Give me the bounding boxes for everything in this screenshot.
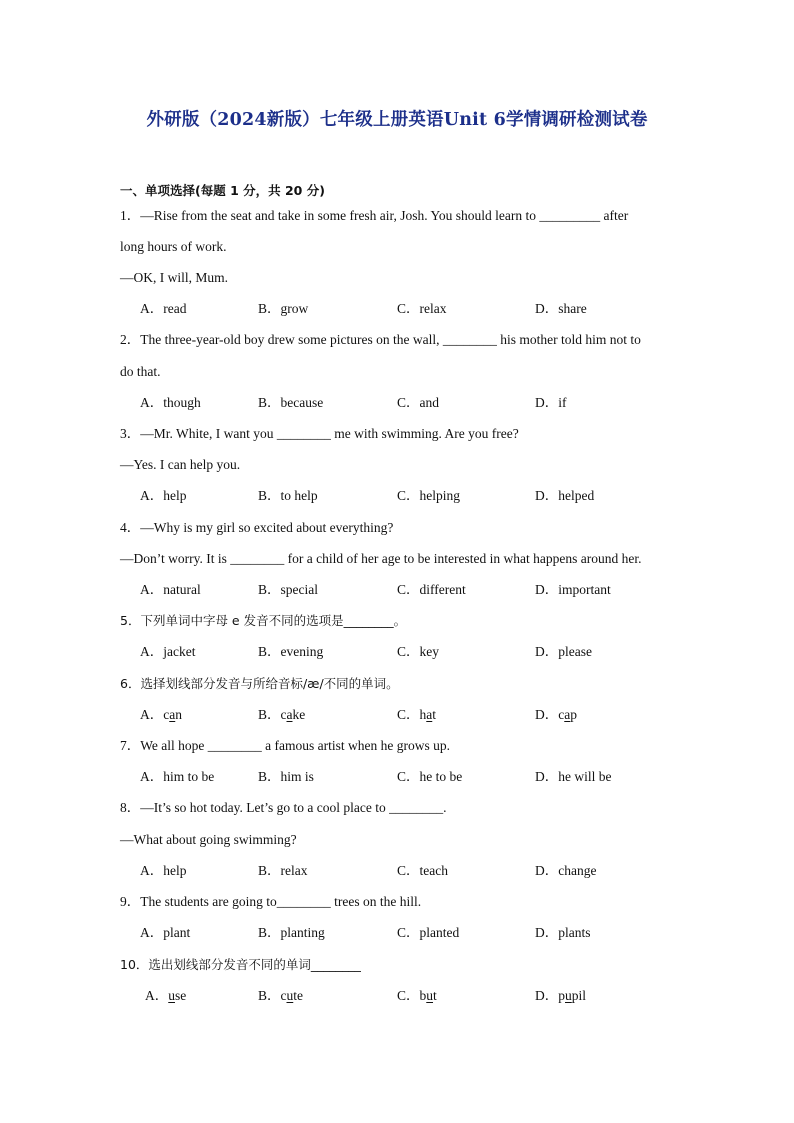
question-5-line-1: 5．下列单词中字母 e 发音不同的选项是________。 <box>120 613 407 628</box>
question-1-options <box>140 300 700 318</box>
question-6-option-c[interactable] <box>397 706 436 724</box>
underlined-letter: a <box>169 707 176 722</box>
option-suffix: n <box>175 707 182 722</box>
option-prefix: D．c <box>535 707 565 722</box>
question-2-option-c[interactable]: C．and <box>397 395 439 410</box>
underlined-letter: a <box>286 707 293 722</box>
question-5-option-c[interactable]: C．key <box>397 644 439 659</box>
underlined-letter: u <box>565 988 572 1003</box>
section-heading: 一、单项选择(每题 1 分，共 20 分) <box>120 183 325 198</box>
question-8-option-c[interactable]: C．teach <box>397 863 448 878</box>
question-6-options <box>140 706 700 724</box>
option-prefix: B．c <box>258 988 287 1003</box>
question-5-option-b[interactable]: B．evening <box>258 644 324 659</box>
question-1-option-d[interactable]: D．share <box>535 301 587 316</box>
question-1-line-1: 1．—Rise from the seat and take in some fresh air, Josh. You should learn to _________ after <box>120 208 629 223</box>
question-8-options <box>140 862 700 880</box>
question-1-option-b[interactable]: B．grow <box>258 301 309 316</box>
question-4-line-1: 4．—Why is my girl so excited about everything? <box>120 520 394 535</box>
question-9-options <box>140 924 700 942</box>
option-suffix: p <box>570 707 577 722</box>
question-10-option-b[interactable] <box>258 987 303 1005</box>
question-7-options <box>140 768 700 786</box>
question-6-option-d[interactable] <box>535 706 577 724</box>
question-1-line-3: —OK, I will, Mum. <box>120 270 228 285</box>
question-4-options <box>140 581 700 599</box>
question-2-line-2: do that. <box>120 364 161 379</box>
question-3-options <box>140 487 700 505</box>
question-8-option-b[interactable]: B．relax <box>258 863 308 878</box>
question-4-option-a[interactable]: A．natural <box>140 582 201 597</box>
question-9-option-c[interactable]: C．planted <box>397 925 460 940</box>
question-3-option-a[interactable]: A．help <box>140 488 187 503</box>
question-3-option-b[interactable]: B．to help <box>258 488 318 503</box>
question-2-option-b[interactable]: B．because <box>258 395 324 410</box>
question-2-option-a[interactable]: A．though <box>140 395 201 410</box>
question-6-option-b[interactable] <box>258 706 305 724</box>
option-prefix: C．b <box>397 988 427 1003</box>
question-1-option-a[interactable]: A．read <box>140 301 187 316</box>
page-title: 外研版（2024新版）七年级上册英语Unit 6学情调研检测试卷 <box>146 110 648 130</box>
question-4-option-c[interactable]: C．different <box>397 582 466 597</box>
question-2-line-1: 2．The three-year-old boy drew some pictures on the wall, ________ his mother told him not to <box>120 332 641 347</box>
question-10-option-a[interactable] <box>145 987 186 1005</box>
option-suffix: te <box>293 988 303 1003</box>
question-5-options <box>140 643 700 661</box>
question-5-option-d[interactable]: D．please <box>535 644 592 659</box>
question-5-option-a[interactable]: A．jacket <box>140 644 196 659</box>
question-6-option-a[interactable] <box>140 706 182 724</box>
question-10-line-1: 10．选出划线部分发音不同的单词________ <box>120 957 361 972</box>
question-1-option-c[interactable]: C．relax <box>397 301 447 316</box>
option-suffix: se <box>175 988 187 1003</box>
question-3-option-d[interactable]: D．helped <box>535 488 595 503</box>
question-2-options <box>140 394 700 412</box>
option-suffix: t <box>433 988 437 1003</box>
question-10-option-d[interactable] <box>535 987 586 1005</box>
option-suffix: ke <box>292 707 306 722</box>
question-7-option-a[interactable]: A．him to be <box>140 769 215 784</box>
underlined-letter: u <box>168 988 175 1003</box>
question-9-option-b[interactable]: B．planting <box>258 925 325 940</box>
option-suffix: pil <box>571 988 587 1003</box>
underlined-letter: u <box>286 988 294 1003</box>
question-3-line-2: —Yes. I can help you. <box>120 457 241 472</box>
question-8-option-a[interactable]: A．help <box>140 863 187 878</box>
underlined-letter: a <box>564 707 571 722</box>
question-2-option-d[interactable]: D．if <box>535 395 567 410</box>
underlined-letter: u <box>426 988 434 1003</box>
question-10-options <box>145 987 705 1005</box>
question-10-option-c[interactable] <box>397 987 437 1005</box>
option-suffix: t <box>432 707 437 722</box>
question-7-option-c[interactable]: C．he to be <box>397 769 463 784</box>
question-9-option-d[interactable]: D．plants <box>535 925 591 940</box>
question-1-line-2: long hours of work. <box>120 239 227 254</box>
question-9-option-a[interactable]: A．plant <box>140 925 191 940</box>
question-8-line-2: —What about going swimming? <box>120 832 297 847</box>
option-prefix: C．h <box>397 707 427 722</box>
question-9-line-1: 9．The students are going to________ trees on the hill. <box>120 894 422 909</box>
option-prefix: A． <box>145 988 169 1003</box>
question-4-option-d[interactable]: D．important <box>535 582 611 597</box>
question-4-line-2: —Don’t worry. It is ________ for a child of her age to be interested in what happens around her. <box>120 551 642 566</box>
option-prefix: A．c <box>140 707 170 722</box>
question-7-option-b[interactable]: B．him is <box>258 769 314 784</box>
question-8-line-1: 8．—It’s so hot today. Let’s go to a cool place to ________. <box>120 800 447 815</box>
question-3-line-1: 3．—Mr. White, I want you ________ me with swimming. Are you free? <box>120 426 519 441</box>
question-7-option-d[interactable]: D．he will be <box>535 769 612 784</box>
question-3-option-c[interactable]: C．helping <box>397 488 460 503</box>
option-prefix: D．p <box>535 988 565 1003</box>
question-6-line-1: 6．选择划线部分发音与所给音标/æ/不同的单词。 <box>120 676 399 691</box>
underlined-letter: a <box>426 707 433 722</box>
question-8-option-d[interactable]: D．change <box>535 863 597 878</box>
question-7-line-1: 7．We all hope ________ a famous artist when he grows up. <box>120 738 450 753</box>
question-4-option-b[interactable]: B．special <box>258 582 318 597</box>
option-prefix: B．c <box>258 707 287 722</box>
